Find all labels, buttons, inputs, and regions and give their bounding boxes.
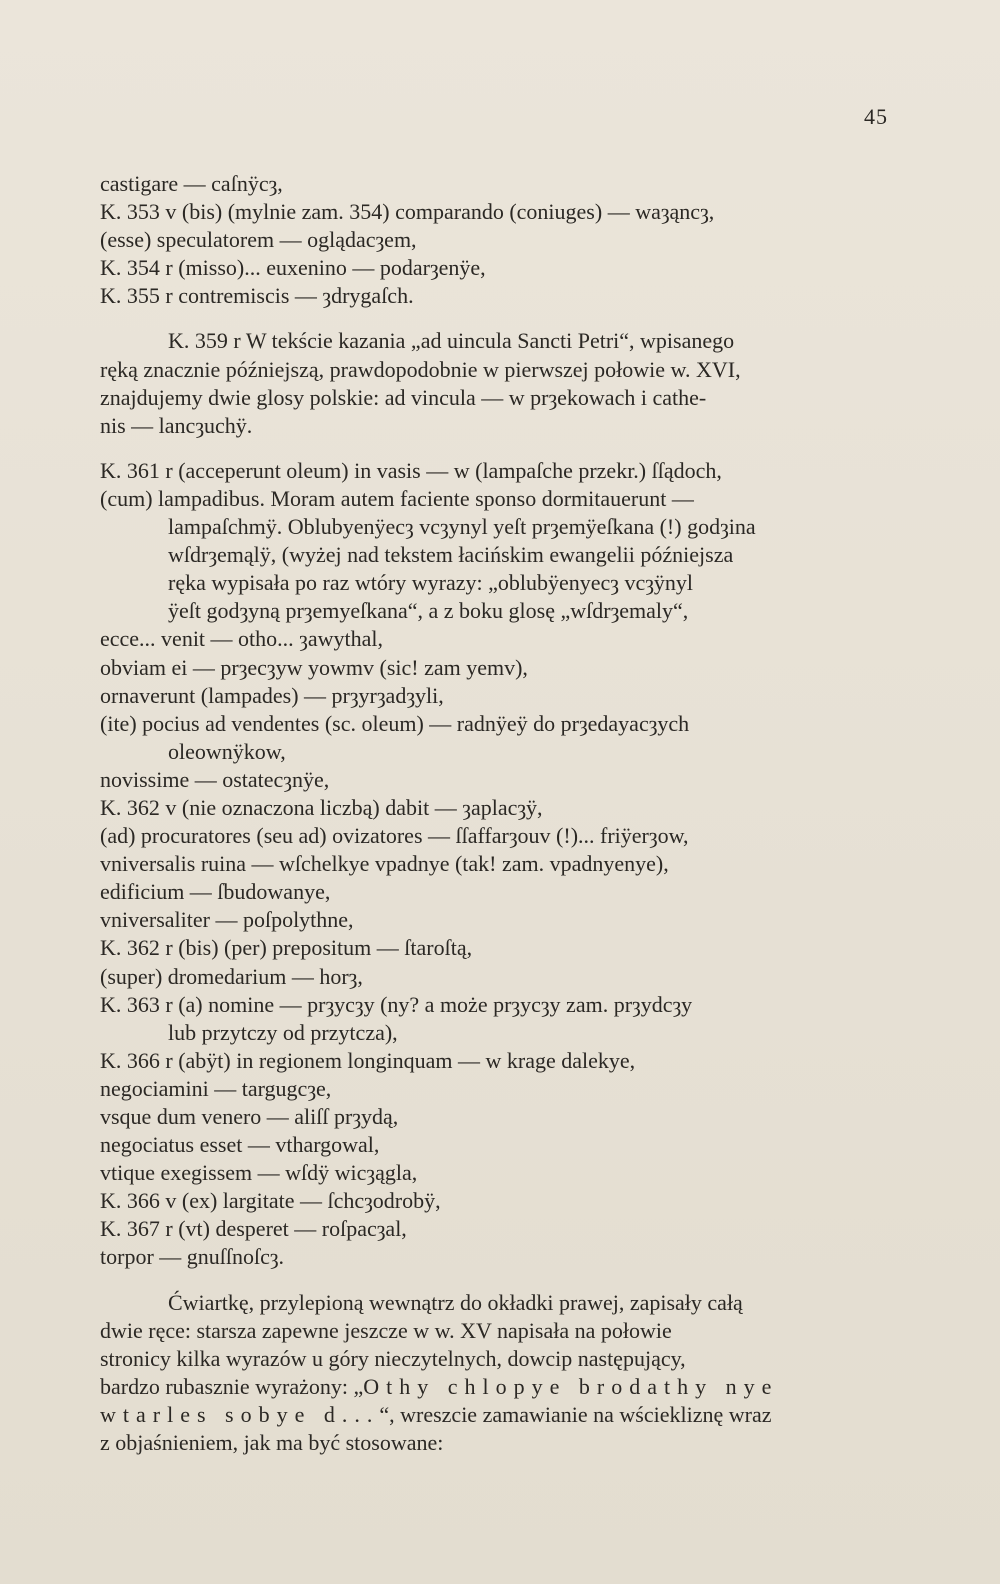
text-line: ÿeſt godȝyną prȝemyeſkana“, a z boku glosę „wſdrȝemaly“, bbox=[168, 598, 689, 624]
text-line: negociatus esset — vthargowal, bbox=[100, 1132, 380, 1158]
text-line: (cum) lampadibus. Moram autem faciente sponso dormitauerunt — bbox=[100, 485, 694, 511]
paragraph-gap bbox=[100, 440, 910, 457]
text-line: ręka wypisała po raz wtóry wyrazy: „oblubÿenyecȝ vcȝÿnyl bbox=[168, 570, 694, 596]
text-line: (ite) pocius ad vendentes (sc. oleum) — radnÿeÿ do prȝedayacȝych bbox=[100, 710, 690, 736]
text-line: K. 353 v (bis) (mylnie zam. 354) comparando (coniuges) — waȝąncȝ, bbox=[100, 199, 715, 225]
text-line bbox=[100, 1401, 910, 1429]
text-line: (ad) procuratores (seu ad) ovizatores — ſſaffarȝouv (!)... friÿerȝow, bbox=[100, 823, 689, 849]
text-line bbox=[100, 1373, 910, 1401]
text-line: lampaſchmÿ. Oblubyenÿecȝ vcȝynyl yeſt prȝemÿeſkana (!) godȝina bbox=[168, 514, 756, 540]
text-line: stronicy kilka wyrazów u góry nieczytelnych, dowcip następujący, bbox=[100, 1345, 686, 1371]
text-line: K. 361 r (acceperunt oleum) in vasis — w (lampaſche przekr.) ſſądoch, bbox=[100, 457, 722, 483]
text-line: vniversalis ruina — wſchelkye vpadnye (tak! zam. vpadnyenye), bbox=[100, 851, 669, 877]
text-line: wſdrȝemąlÿ, (wyżej nad tekstem łacińskim ewangelii późniejsza bbox=[168, 542, 734, 568]
spaced-quote: wtarles sobye d... bbox=[100, 1401, 380, 1427]
text-segment: bardzo rubasznie wyrażony: „ bbox=[100, 1373, 364, 1399]
page-number: 45 bbox=[864, 104, 888, 129]
text-line: K. 355 r contremiscis — ȝdrygaſch. bbox=[100, 283, 414, 309]
text-line: dwie ręce: starsza zapewne jeszcze w w. XV napisała na połowie bbox=[100, 1317, 672, 1343]
text-line: K. 363 r (a) nomine — prȝycȝy (ny? a może prȝycȝy zam. prȝydcȝy bbox=[100, 991, 693, 1017]
text-line: lub przytczy od przytcza), bbox=[168, 1019, 398, 1045]
text-line: novissime — ostatecȝnÿe, bbox=[100, 766, 330, 792]
text-line: negociamini — targugcȝe, bbox=[100, 1075, 332, 1101]
text-line: oleownÿkow, bbox=[168, 738, 286, 764]
text-line: znajdujemy dwie glosy polskie: ad vincula — w prȝekowach i cathe- bbox=[100, 384, 707, 410]
text-line: K. 354 r (misso)... euxenino — podarȝenÿe, bbox=[100, 255, 486, 281]
text-line: z objaśnieniem, jak ma być stosowane: bbox=[100, 1430, 444, 1456]
text-line: K. 362 v (nie oznaczona liczbą) dabit — ȝaplacȝÿ, bbox=[100, 794, 543, 820]
text-body bbox=[100, 170, 910, 1457]
text-line: (super) dromedarium — horȝ, bbox=[100, 963, 363, 989]
text-line: vtique exegissem — wſdÿ wicȝągla, bbox=[100, 1160, 418, 1186]
text-line: torpor — gnuſſnoſcȝ. bbox=[100, 1244, 285, 1270]
text-line: vniversaliter — poſpolythne, bbox=[100, 907, 354, 933]
text-line: edificium — ſbudowanye, bbox=[100, 879, 331, 905]
text-line: nis — lancȝuchÿ. bbox=[100, 412, 253, 438]
paragraph-gap bbox=[100, 1272, 910, 1289]
text-line: vsque dum venero — aliſſ prȝydą, bbox=[100, 1104, 399, 1129]
text-line: K. 366 r (abÿt) in regionem longinquam — w krage dalekye, bbox=[100, 1047, 636, 1073]
text-line: K. 359 r W tekście kazania „ad uincula Sancti Petri“, wpisanego bbox=[168, 328, 735, 354]
text-line: obviam ei — prȝecȝyw yowmv (sic! zam yemv), bbox=[100, 654, 528, 680]
text-line: Ćwiartkę, przylepioną wewnątrz do okładki prawej, zapisały całą bbox=[168, 1289, 743, 1315]
text-line: K. 367 r (vt) desperet — roſpacȝal, bbox=[100, 1216, 407, 1242]
text-line: (esse) speculatorem — oglądacȝem, bbox=[100, 227, 417, 253]
text-line: K. 362 r (bis) (per) prepositum — ſtaroſtą, bbox=[100, 935, 473, 961]
text-line: ecce... venit — otho... ȝawythal, bbox=[100, 626, 383, 652]
text-line: ornaverunt (lampades) — prȝyrȝadȝyli, bbox=[100, 682, 444, 708]
spaced-quote: Othy chlopye brodathy nye bbox=[363, 1373, 779, 1399]
text-segment: “, wreszcie zamawianie na wściekliznę wraz bbox=[379, 1401, 772, 1427]
text-line: castigare — caſnÿcȝ, bbox=[100, 171, 283, 196]
paragraph-gap bbox=[100, 310, 910, 327]
text-line: K. 366 v (ex) largitate — ſchcȝodrobÿ, bbox=[100, 1188, 441, 1214]
text-line: ręką znacznie późniejszą, prawdopodobnie w pierwszej połowie w. XVI, bbox=[100, 356, 741, 382]
